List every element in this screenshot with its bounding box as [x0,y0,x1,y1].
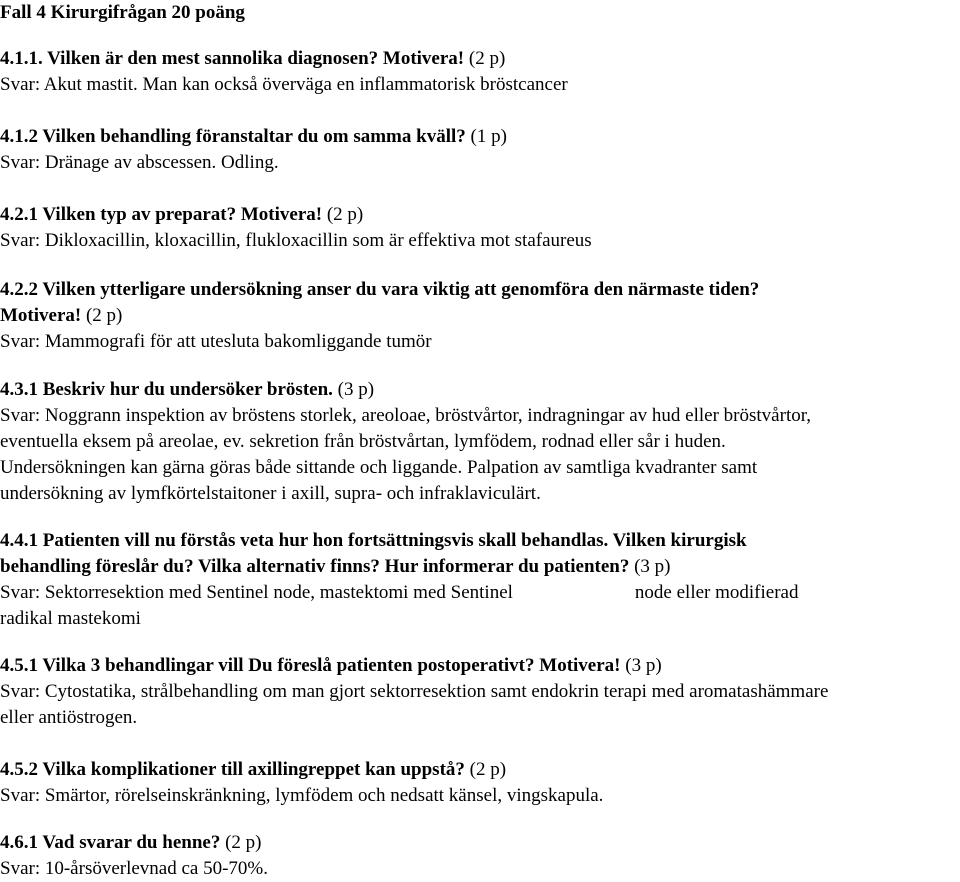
question-heading [0,554,960,580]
points: (3 p) [337,379,375,400]
points: (2 p) [85,305,123,326]
points: (2 p) [326,204,364,225]
question-heading [0,377,960,403]
answer-line: eller antiöstrogen. [0,707,138,728]
question-heading [0,46,960,72]
question-text: behandling föreslår du? Vilka alternativ finns? Hur informerar du patienten? [0,556,630,577]
question-4-5-2 [0,757,960,809]
points: (1 p) [470,126,507,147]
answer-line: eventuella eksem på areolae, ev. sekretion från bröstvårtan, lymfödem, rodnad eller sår i huden. [0,431,726,452]
page-title: Fall 4 Kirurgifrågan 20 poäng [0,2,245,23]
question-heading [0,757,960,783]
answer-line: Svar: Noggrann inspektion av bröstens storlek, areoloae, bröstvårtor, indragningar av hud eller bröstvårtor, [0,405,812,426]
question-4-2-1 [0,202,960,254]
question-text: 4.2.1 Vilken typ av preparat? Motivera! [0,204,323,225]
answer-line [0,580,960,606]
points: (3 p) [634,556,671,577]
question-text: Motivera! [0,305,82,326]
question-4-6-1 [0,830,960,882]
question-4-2-2 [0,277,960,355]
points: (2 p) [469,759,507,780]
points: (3 p) [625,655,662,676]
answer-line: Svar: 10-årsöverlevnad ca 50-70%. [0,858,269,879]
answer-line: Svar: Dikloxacillin, kloxacillin, flukloxacillin som är effektiva mot stafaureus [0,230,592,251]
question-text: 4.1.1. Vilken är den mest sannolika diagnosen? Motivera! [0,48,465,69]
question-4-1-1 [0,46,960,98]
answer-line: Undersökningen kan gärna göras både sittande och liggande. Palpation av samtliga kvadranter samt [0,457,758,478]
points: (2 p) [468,48,506,69]
question-4-5-1 [0,653,960,731]
question-4-1-2 [0,124,960,176]
question-text: 4.1.2 Vilken behandling föranstaltar du om samma kväll? [0,126,466,147]
question-text: 4.5.1 Vilka 3 behandlingar vill Du föreslå patienten postoperativt? Motivera! [0,655,621,676]
answer-line: Svar: Akut mastit. Man kan också överväga en inflammatorisk bröstcancer [0,74,568,95]
question-4-3-1 [0,377,960,507]
question-heading [0,830,960,856]
answer-line: radikal mastekomi [0,608,141,629]
question-text: 4.6.1 Vad svarar du henne? [0,832,221,853]
answer-part: Svar: Sektorresektion med Sentinel node, mastektomi med Sentinel [0,582,513,603]
question-4-4-1 [0,528,960,632]
question-heading [0,303,960,329]
points: (2 p) [225,832,262,853]
answer-part: node eller modifierad [634,582,799,603]
answer-line: Svar: Smärtor, rörelseinskränkning, lymfödem och nedsatt känsel, vingskapula. [0,785,604,806]
answer-line: Svar: Cytostatika, strålbehandling om man gjort sektorresektion samt endokrin terapi med aromatashämmare [0,681,829,702]
answer-line: undersökning av lymfkörtelstaitoner i axill, supra- och infraklaviculärt. [0,483,541,504]
question-heading [0,124,960,150]
question-heading [0,202,960,228]
question-text: 4.5.2 Vilka komplikationer till axillingreppet kan uppstå? [0,759,465,780]
question-text: 4.3.1 Beskriv hur du undersöker brösten. [0,379,333,400]
question-heading [0,653,960,679]
answer-line: Svar: Mammografi för att utesluta bakomliggande tumör [0,331,432,352]
answer-line: Svar: Dränage av abscessen. Odling. [0,152,279,173]
question-text: 4.4.1 Patienten vill nu förstås veta hur hon fortsättningsvis skall behandlas. Vilken kirurgisk [0,530,747,551]
question-text: 4.2.2 Vilken ytterligare undersökning anser du vara viktig att genomföra den närmaste tiden? [0,279,760,300]
